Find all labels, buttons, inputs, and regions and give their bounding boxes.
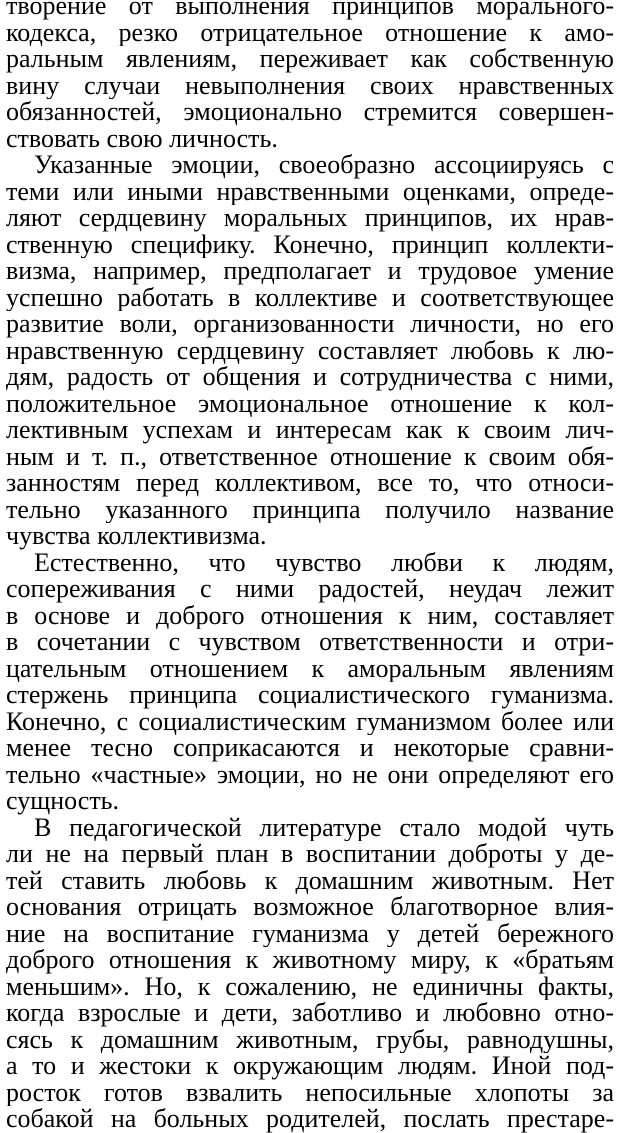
- text-line: в основе и доброго отношения к ним, составляет: [6, 602, 614, 629]
- text-line: успешно работать в коллективе и соответствующее: [6, 284, 614, 311]
- text-line: ствовать свою личность.: [6, 125, 278, 152]
- paragraph: [6, 550, 614, 815]
- text-line: Указанные эмоции, своеобразно ассоциируясь с: [34, 152, 614, 179]
- text-line: вину случаи невыполнения своих нравственных: [6, 72, 614, 99]
- text-line: ли не на первый план в воспитании доброты у де-: [6, 841, 614, 868]
- text-line: сущность.: [6, 788, 120, 815]
- text-line: лективным успехам и интересам как к своим лич-: [6, 417, 614, 444]
- text-line: визма, например, предполагает и трудовое умение: [6, 258, 614, 285]
- text-line: сясь к домашним животным, грубы, равнодушны,: [6, 1026, 614, 1053]
- text-line: теми или иными нравственными оценками, опреде-: [6, 178, 614, 205]
- text-line: развитие воли, организованности личности, но его: [6, 311, 614, 338]
- text-line: дям, радость от общения и сотрудничества с ними,: [6, 364, 614, 391]
- text-line: основания отрицать возможное благотворное влия-: [6, 894, 614, 921]
- text-line: В педагогической литературе стало модой чуть: [34, 814, 614, 841]
- text-line: Конечно, с социалистическим гуманизмом более или: [6, 708, 614, 735]
- text-line: доброго отношения к животному миру, к «братьям: [6, 947, 614, 974]
- text-line: занностям перед коллективом, все то, что относи-: [6, 470, 614, 497]
- text-line: Естественно, что чувство любви к людям,: [34, 549, 614, 576]
- text-line: обязанностей, эмоционально стремится совершен-: [6, 99, 614, 126]
- text-line: тельно указанного принципа получило название: [6, 496, 614, 523]
- text-line: положительное эмоциональное отношение к кол-: [6, 390, 614, 417]
- text-line: менее тесно соприкасаются и некоторые сравни-: [6, 735, 614, 762]
- text-line: в сочетании с чувством ответственности и отри-: [6, 629, 614, 656]
- text-line: ральным явлениям, переживает как собственную: [6, 46, 614, 73]
- text-line: росток готов взвалить непосильные хлопоты за: [6, 1079, 614, 1106]
- text-line: тельно «частные» эмоции, но не они определяют его: [6, 761, 614, 788]
- text-line: ляют сердцевину моральных принципов, их нрав-: [6, 205, 614, 232]
- paragraph: [6, 0, 614, 152]
- text-line: меньшим». Но, к сожалению, не единичны факты,: [6, 973, 614, 1000]
- text-line: цательным отношением к аморальным явлениям: [6, 655, 614, 682]
- text-line: нравственную сердцевину составляет любовь к лю-: [6, 337, 614, 364]
- text-line: чувства коллективизма.: [6, 523, 267, 550]
- text-line: стержень принципа социалистического гуманизма.: [6, 682, 614, 709]
- text-line: сопереживания с ними радостей, неудач лежит: [6, 576, 614, 603]
- paragraph: [6, 815, 614, 1133]
- text-line: творение от выполнения принципов морального-: [6, 0, 614, 20]
- text-line: кодекса, резко отрицательное отношение к амо-: [6, 19, 614, 46]
- text-line: тей ставить любовь к домашним животным. Нет: [6, 867, 614, 894]
- document-page: [6, 0, 614, 1133]
- text-line: собакой на больных родителей, послать престаре-: [6, 1106, 614, 1133]
- text-line: ственную специфику. Конечно, принцип коллекти-: [6, 231, 614, 258]
- text-line: ние на воспитание гуманизма у детей бережного: [6, 920, 614, 947]
- paragraph: [6, 152, 614, 550]
- text-line: ным и т. п., ответственное отношение к своим обя-: [6, 443, 614, 470]
- text-line: а то и жестоки к окружающим людям. Иной под-: [6, 1053, 614, 1080]
- text-line: когда взрослые и дети, заботливо и любовно отно-: [6, 1000, 614, 1027]
